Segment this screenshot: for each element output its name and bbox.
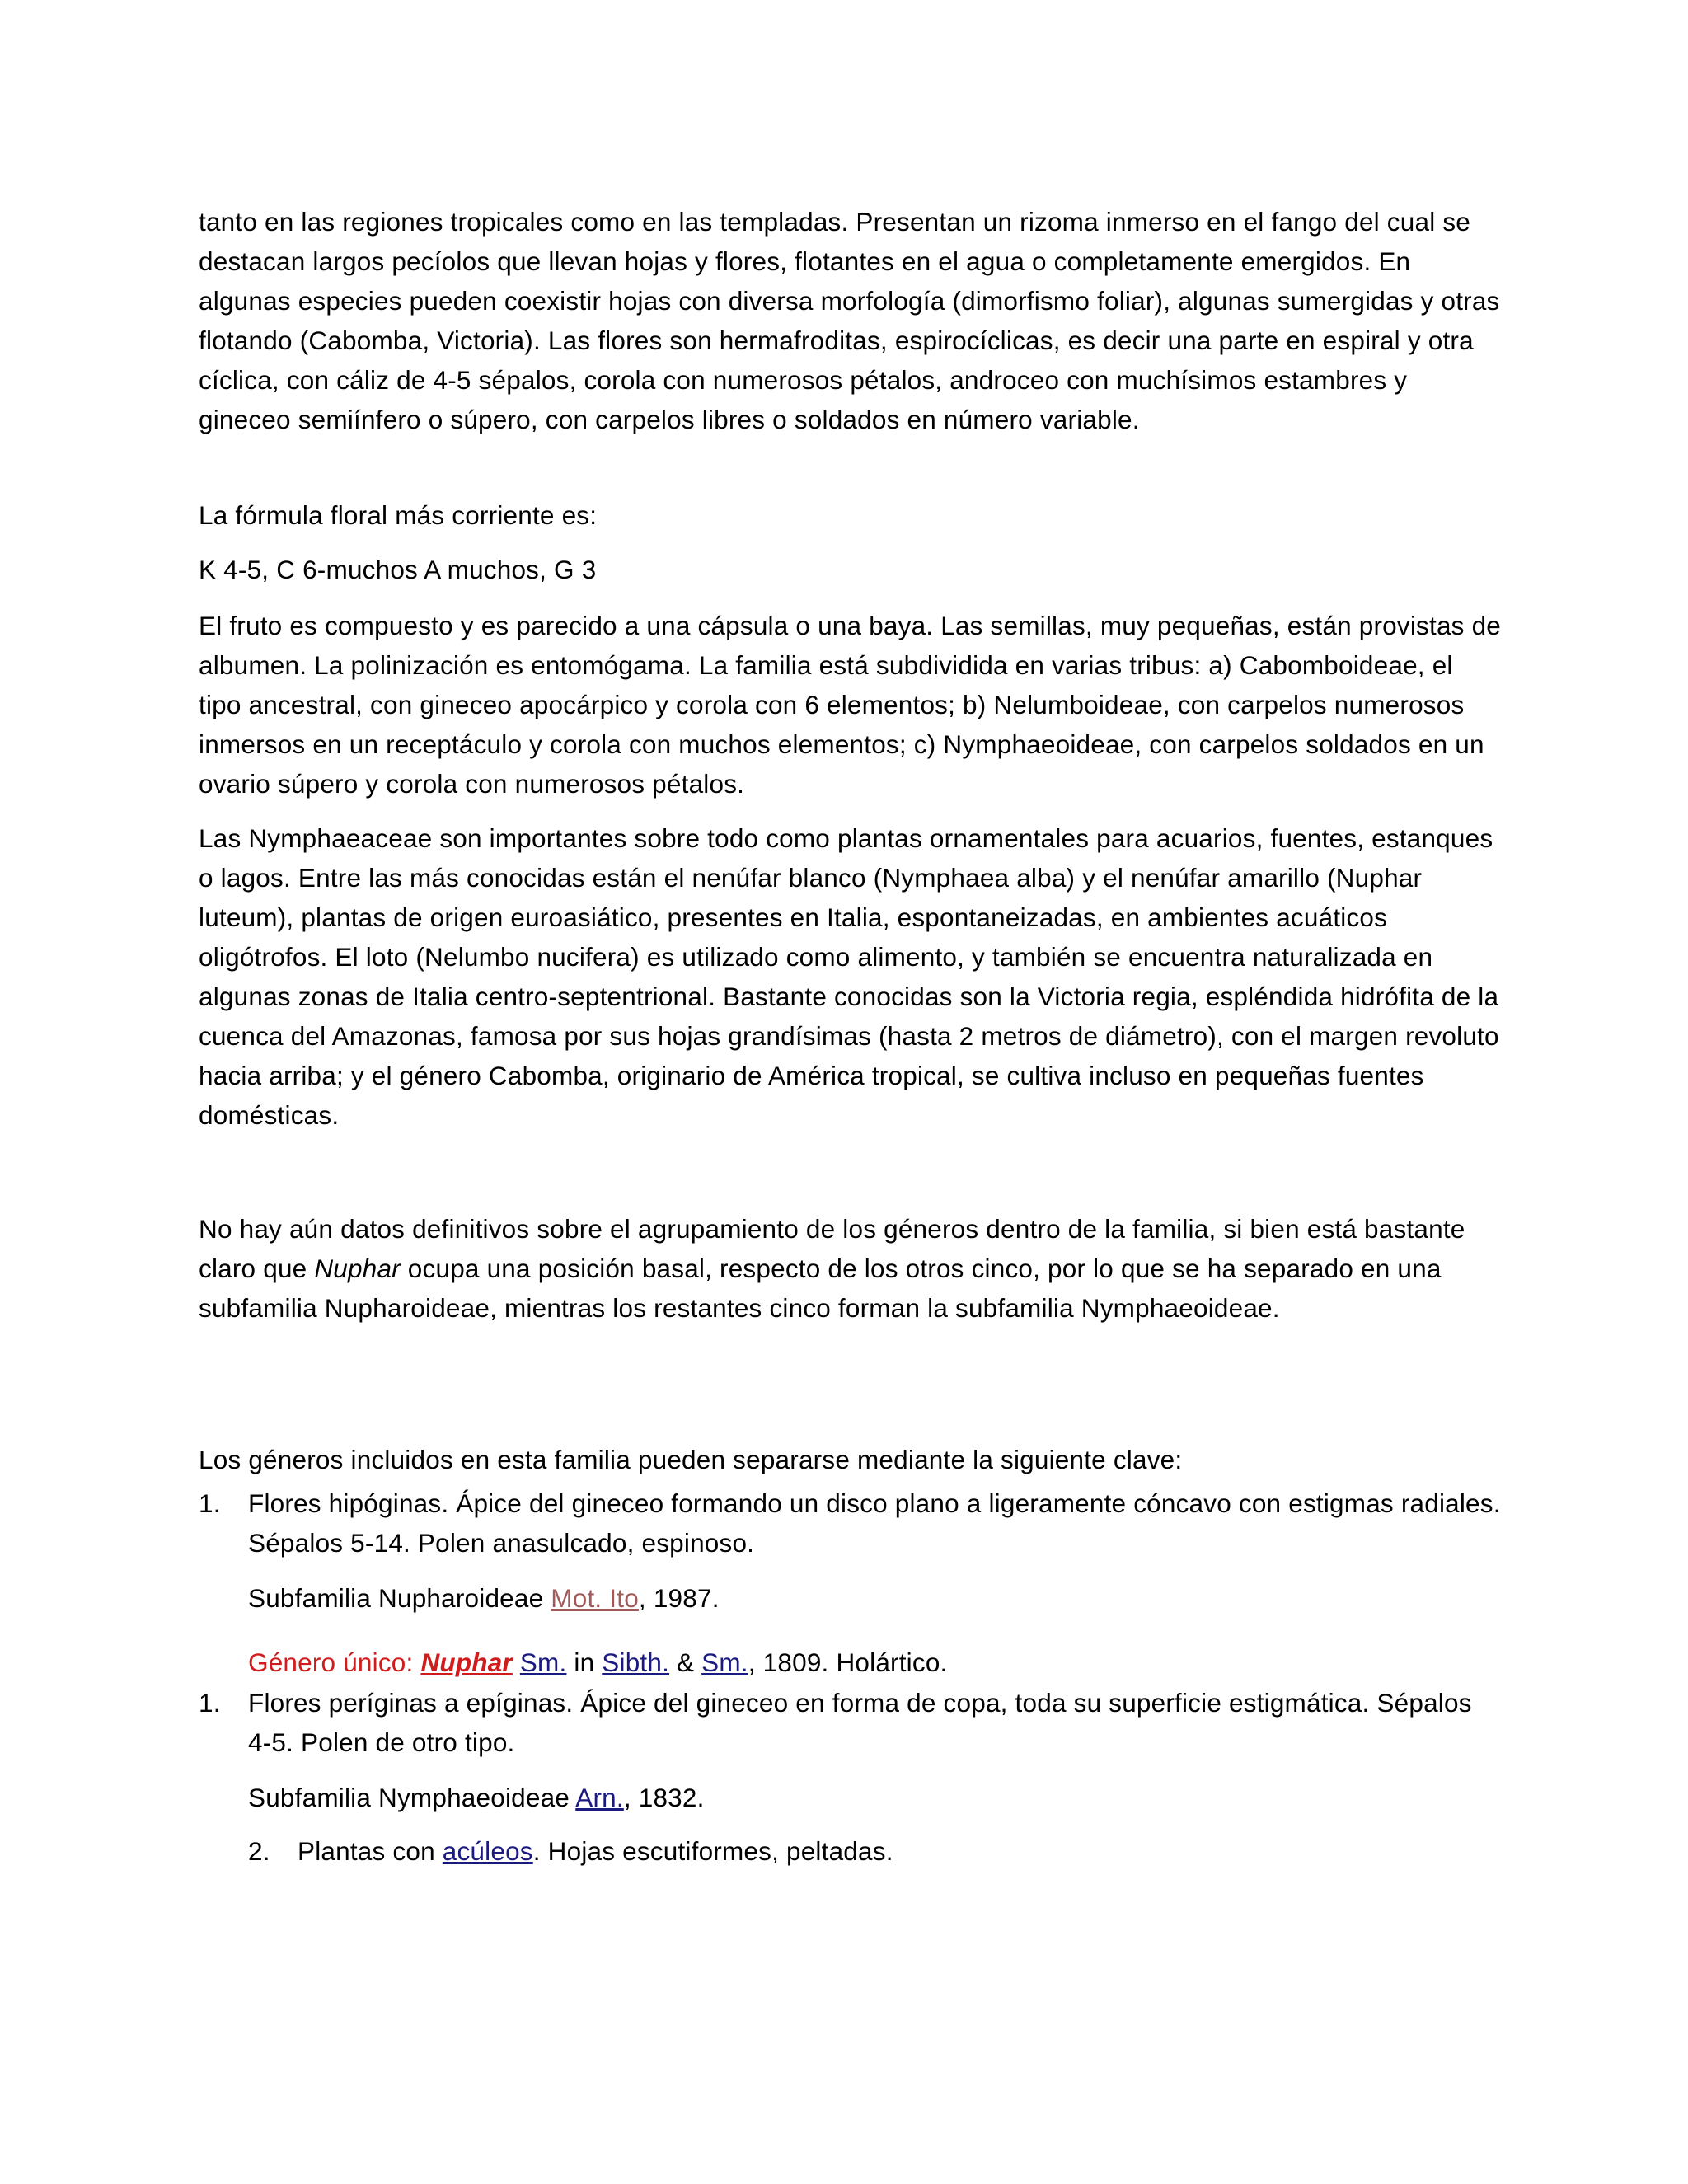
paragraph-key-intro: Los géneros incluidos en esta familia pueden separarse mediante la siguiente clave: [199,1445,1183,1474]
genus-suffix-text: , 1809. Holártico. [748,1647,948,1677]
author-link-mot-ito[interactable]: Mot. Ito [551,1583,639,1613]
key-item-1-subfamily [248,1578,1501,1618]
author-link-sm-2[interactable]: Sm. [701,1647,748,1677]
key-item-2-text: Flores períginas a epíginas. Ápice del gineceo en forma de copa, toda su superficie estigmática. Sépalos 4-5. Polen de otro tipo. [248,1688,1472,1757]
key-item-3-text [298,1831,1501,1871]
term-link-aculeos[interactable]: acúleos [442,1836,533,1866]
paragraph-fruit: El fruto es compuesto y es parecido a una cápsula o una baya. Las semillas, muy pequeñas, están provistas de albumen. La polinización es entomógama. La familia está subdividida en varias tribus: a) Cabomboideae, el tipo ancestral, con gineceo apocárpico y corola con 6 elementos; b) Nelumboideae, con carpelos numerosos inmersos en un receptáculo y corola con muchos elementos; c) Nymphaeoideae, con carpelos soldados en un ovario súpero y corola con numerosos pétalos. [199,611,1502,799]
key-item-3-number: 2. [248,1836,270,1866]
key-item-3-prefix: Plantas con [298,1836,443,1866]
paragraph-classification [199,1209,1501,1328]
genus-in-text: in [566,1647,603,1677]
subfamily-nupharoideae-label: Subfamilia Nupharoideae [248,1583,551,1613]
author-link-sibth[interactable]: Sibth. [602,1647,670,1677]
genus-unique-label: Género único: [248,1647,421,1677]
key-item-2-number: 1. [199,1688,221,1718]
key-item-3-suffix: . Hojas escutiformes, peltadas. [532,1836,893,1866]
key-item-2-subfamily [248,1778,1501,1817]
paragraph-uses: Las Nymphaeaceae son importantes sobre todo como plantas ornamentales para acuarios, fuentes, estanques o lagos. Entre las más conocidas están el nenúfar blanco (Nymphaea alba) y el nenúfar amarillo (Nuphar luteum), plantas de origen euroasiático, presentes en Italia, espontaneizadas, en ambientes acuáticos oligótrofos. El loto (Nelumbo nucifera) es utilizado como alimento, y también se encuentra naturalizada en algunas zonas de Italia centro-septentrional. Bastante conocidas son la Victoria regia, espléndida hidrófita de la cuenca del Amazonas, famosa por sus hojas grandísimas (hasta 2 metros de diámetro), con el margen revoluto hacia arriba; y el género Cabomba, originario de América tropical, se cultiva incluso en pequeñas fuentes domésticas. [199,823,1499,1130]
paragraph-formula-intro: La fórmula floral más corriente es: [199,500,598,530]
author-link-arn[interactable]: Arn. [575,1783,624,1812]
subfamily-year: , 1987. [638,1583,720,1613]
paragraph-classification-b: ocupa una posición basal, respecto de los otros cinco, por lo que se ha separado en una subfamilia Nupharoideae, mientras los restantes cinco forman la subfamilia Nymphaeoideae. [199,1254,1442,1323]
genus-amp-text: & [669,1647,702,1677]
key-item-1-number: 1. [199,1488,221,1518]
genus-link-nuphar[interactable]: Nuphar [420,1647,513,1677]
paragraph-formula: K 4-5, C 6-muchos A muchos, G 3 [199,555,597,584]
key-item-1-text: Flores hipóginas. Ápice del gineceo formando un disco plano a ligeramente cóncavo con estigmas radiales. Sépalos 5-14. Polen anasulcado, espinoso. [248,1488,1501,1558]
genus-nuphar-italic: Nuphar [314,1254,401,1283]
key-item-1-genus [248,1643,1501,1682]
subfamily-year-2: , 1832. [623,1783,705,1812]
paragraph-description: tanto en las regiones tropicales como en las templadas. Presentan un rizoma inmerso en el fango del cual se destacan largos pecíolos que llevan hojas y flores, flotantes en el agua o completamente emergidos. En algunas especies pueden coexistir hojas con diversa morfología (dimorfismo foliar), algunas sumergidas y otras flotando (Cabomba, Victoria). Las flores son hermafroditas, espirocíclicas, es decir una parte en espiral y otra cíclica, con cáliz de 4-5 sépalos, corola con numerosos pétalos, androceo con muchísimos estambres y gineceo semiínfero o súpero, con carpelos libres o soldados en número variable. [199,207,1500,434]
paragraph-classification-a: No hay aún datos definitivos sobre el agrupamiento de los géneros dentro de la familia, si bien está bastante claro que [199,1214,1465,1283]
subfamily-nymphaeoideae-label: Subfamilia Nymphaeoideae [248,1783,576,1812]
author-link-sm-1[interactable]: Sm. [519,1647,567,1677]
